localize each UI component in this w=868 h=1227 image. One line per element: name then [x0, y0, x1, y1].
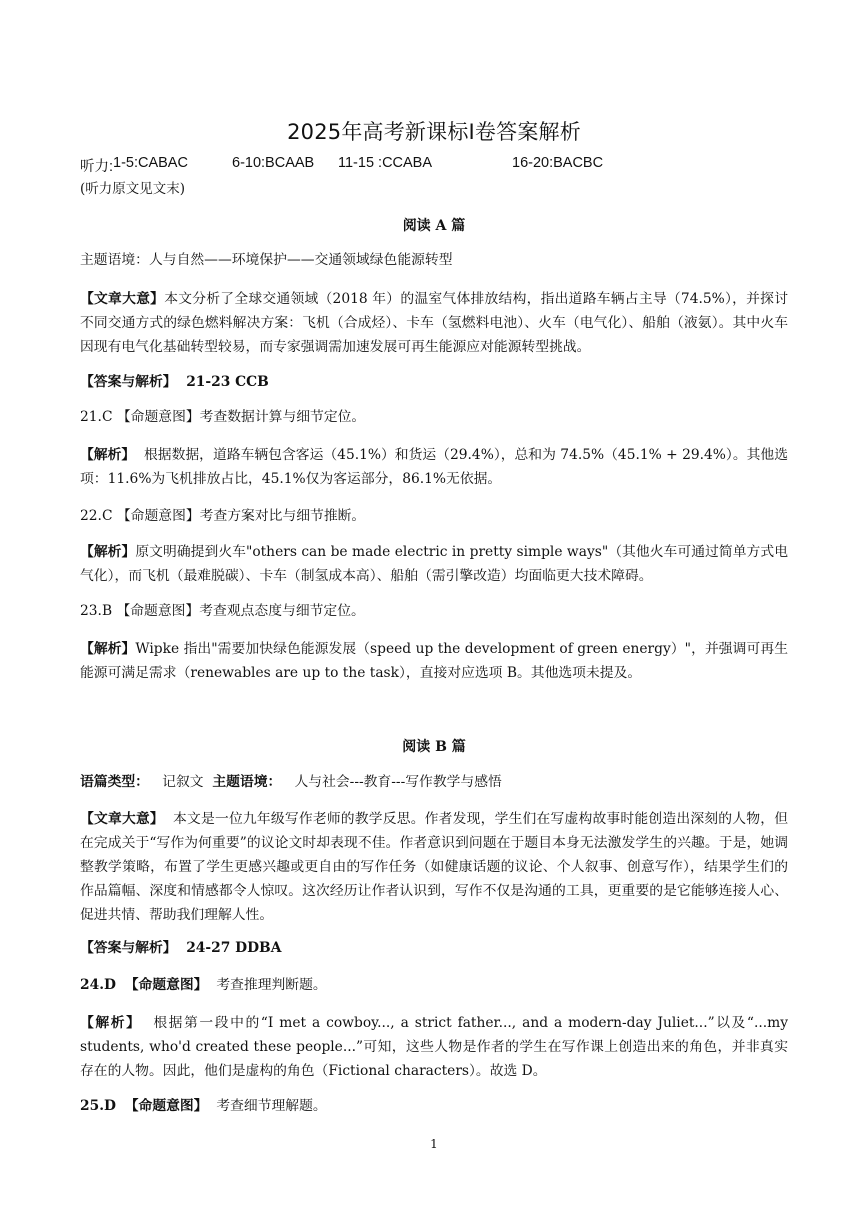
- question-23-explanation: [80, 637, 788, 685]
- genre-value: 记叙文: [162, 774, 204, 790]
- explanation-label: 【解析】: [80, 641, 136, 657]
- answer-label: 【答案与解析】: [80, 940, 177, 956]
- intent-text: 考查推理判断题。: [216, 977, 327, 993]
- page-number: 1: [430, 1137, 438, 1151]
- theme-value: 人与社会---教育---写作教学与感悟: [294, 774, 502, 790]
- explanation-text: 根据第一段中的“I met a cowboy..., a strict father..., and a modern-day Juliet...”以及“...my students, who'd created these people...”可知，这些人物是作者的学生在写作课上创造出来的角色，并非真实存在的人物。因此，他们是虚构的角色（Fictional characters）。故选 D。: [80, 1015, 788, 1079]
- listening-answers: [80, 155, 800, 175]
- listening-note: (听力原文见文末): [80, 181, 186, 197]
- answer-value: 24-27 DDBA: [186, 940, 282, 956]
- question-24-explanation: [80, 1011, 788, 1083]
- reading-b-genre-theme: [80, 770, 788, 794]
- intent-text: 考查细节理解题。: [216, 1098, 327, 1114]
- listening-group-3: 11-15 :CCABA: [338, 155, 433, 171]
- question-number: 24.D: [80, 977, 116, 993]
- listening-group-2: 6-10:BCAAB: [232, 155, 315, 171]
- intent-label: 【命题意图】: [124, 1098, 208, 1114]
- reading-a-summary: [80, 287, 788, 359]
- reading-b-heading: 阅读 B 篇: [402, 739, 466, 755]
- summary-label: 【文章大意】: [80, 811, 164, 827]
- intent-label: 【命题意图】: [124, 977, 208, 993]
- summary-text: 本文分析了全球交通领域（2018 年）的温室气体排放结构，指出道路车辆占主导（74.5%），并探讨不同交通方式的绿色燃料解决方案：飞机（合成烃）、卡车（氢燃料电池）、火车（电气化）、船舶（液氨）。其中火车因现有电气化基础转型较易，而专家强调需加速发展可再生能源应对能源转型挑战。: [80, 291, 788, 355]
- summary-label: 【文章大意】: [80, 291, 165, 307]
- page-title: 2025年高考新课标I卷答案解析: [287, 120, 581, 144]
- answer-label: 【答案与解析】: [80, 374, 177, 390]
- explanation-text: Wipke 指出"需要加快绿色能源发展（speed up the development of green energy）"，并强调可再生能源可满足需求（renewables are up to the task），直接对应选项 B。其他选项未提及。: [80, 641, 789, 681]
- theme-label: 主题语境：: [212, 774, 282, 790]
- reading-b-answers: [80, 936, 788, 960]
- question-22-explanation: [80, 540, 788, 588]
- question-21-intent: 21.C 【命题意图】考查数据计算与细节定位。: [80, 409, 366, 425]
- listening-prefix: 听力:: [80, 159, 114, 175]
- explanation-text: 根据数据，道路车辆包含客运（45.1%）和货运（29.4%），总和为 74.5%（45.1% + 29.4%）。其他选项：11.6%为飞机排放占比，45.1%仅为客运部分，86.1%无依据。: [80, 447, 789, 487]
- summary-text: 本文是一位九年级写作老师的教学反思。作者发现，学生们在写虚构故事时能创造出深刻的人物，但在完成关于“写作为何重要”的议论文时却表现不佳。作者意识到问题在于题目本身无法激发学生的兴趣。于是，她调整教学策略，布置了学生更感兴趣或更自由的写作任务（如健康话题的议论、个人叙事、创意写作），结果学生们的作品篇幅、深度和情感都令人惊叹。这次经历让作者认识到，写作不仅是沟通的工具，更重要的是它能够连接人心、促进共情、帮助我们理解人性。: [80, 811, 788, 923]
- reading-a-theme: 主题语境：人与自然——环境保护——交通领域绿色能源转型: [80, 252, 453, 268]
- explanation-label: 【解析】: [80, 544, 136, 560]
- reading-a-answers: [80, 370, 788, 394]
- question-23-intent: 23.B 【命题意图】考查观点态度与细节定位。: [80, 603, 365, 619]
- question-25-intent: [80, 1094, 788, 1118]
- listening-group-4: 16-20:BACBC: [512, 155, 604, 171]
- question-number: 25.D: [80, 1098, 116, 1114]
- question-22-intent: 22.C 【命题意图】考查方案对比与细节推断。: [80, 508, 366, 524]
- reading-b-summary: [80, 807, 788, 927]
- explanation-label: 【解析】: [80, 1015, 142, 1031]
- answer-value: 21-23 CCB: [186, 374, 269, 390]
- explanation-text: 原文明确提到火车"others can be made electric in pretty simple ways"（其他火车可通过简单方式电气化），而飞机（最难脱碳）、卡车（制氢成本高）、船舶（需引擎改造）均面临更大技术障碍。: [80, 544, 788, 584]
- genre-label: 语篇类型：: [80, 774, 149, 790]
- listening-group-1: 1-5:CABAC: [113, 155, 188, 171]
- reading-a-heading: 阅读 A 篇: [402, 218, 466, 234]
- question-24-intent: [80, 973, 788, 997]
- explanation-label: 【解析】: [80, 447, 136, 463]
- question-21-explanation: [80, 443, 788, 491]
